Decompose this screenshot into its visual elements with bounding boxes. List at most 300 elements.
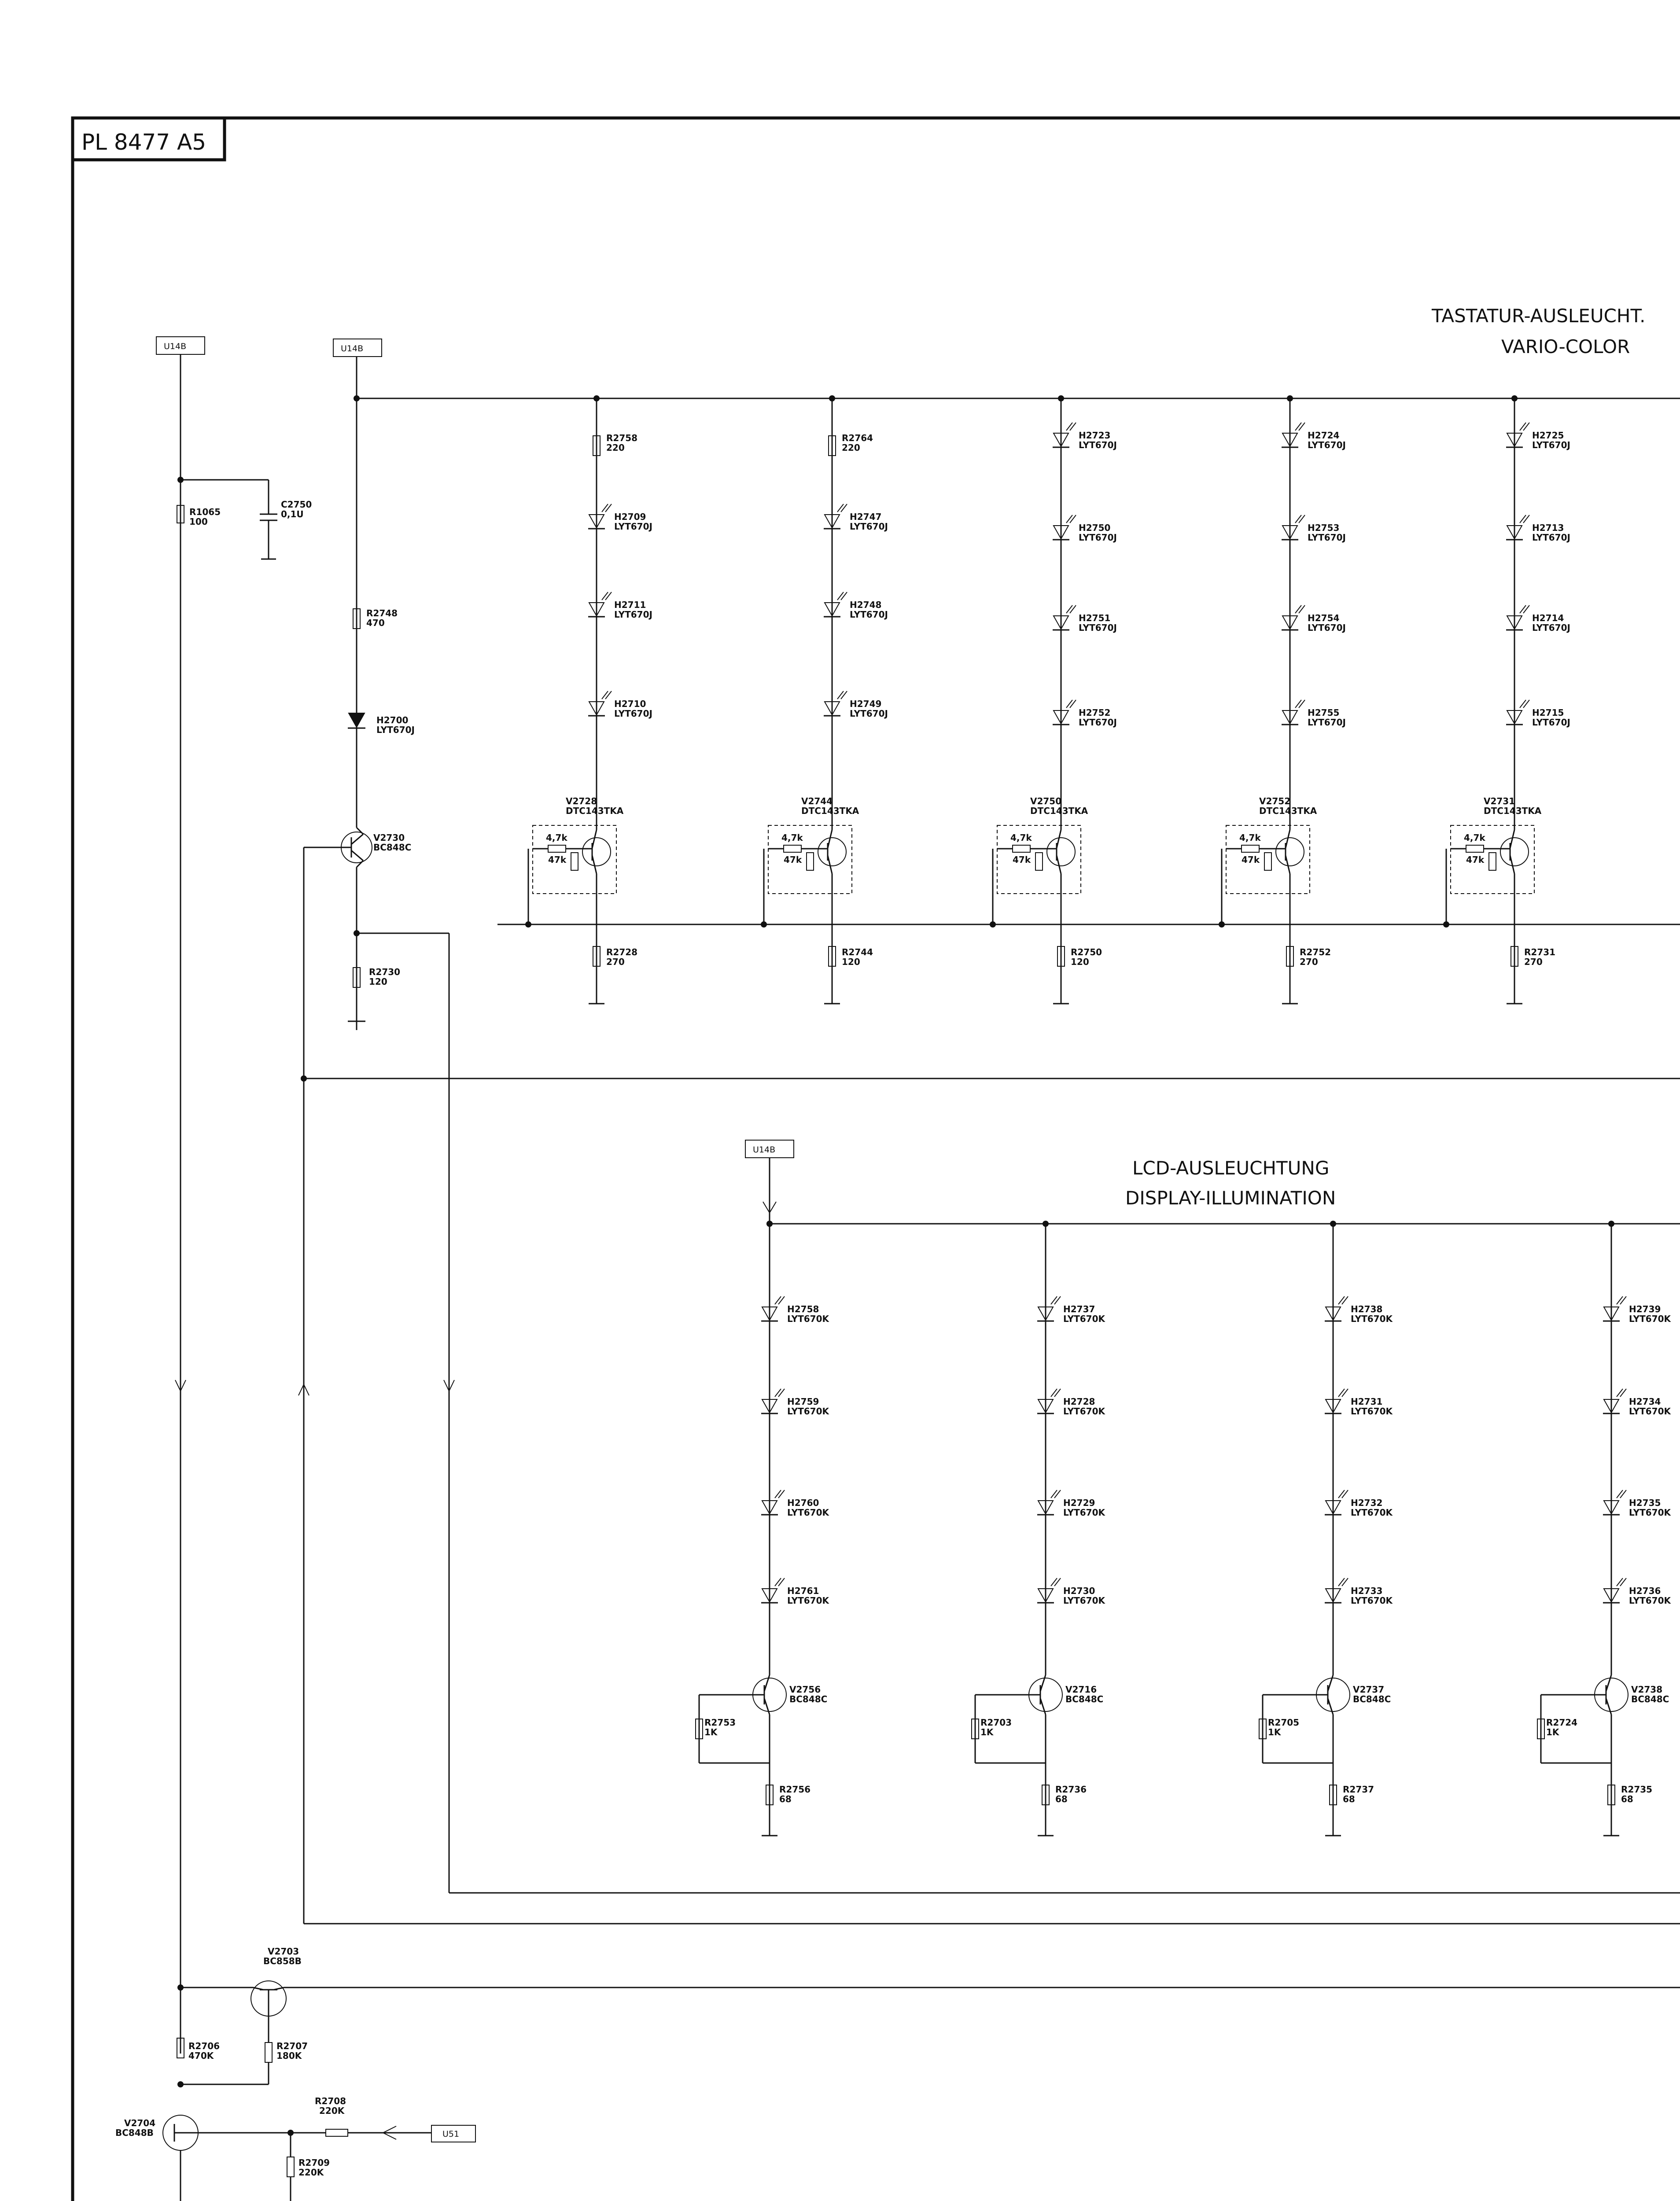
emitter-resistor-label-ref: R2756 xyxy=(779,1784,811,1795)
led-1-ref: H2737 xyxy=(1063,1304,1095,1314)
led-4 xyxy=(761,1578,830,1606)
svg-text:V2704: V2704 xyxy=(124,2118,156,2128)
led-3-ref: H2710 xyxy=(614,699,646,709)
svg-text:220K: 220K xyxy=(319,2105,345,2116)
led-4-light-arrows xyxy=(1338,1578,1348,1586)
sheet-id: PL 8477 A5 xyxy=(81,129,206,155)
led-3-val: LYT670K xyxy=(1351,1507,1393,1518)
control-junction xyxy=(525,921,531,928)
led-3-light-arrows xyxy=(602,691,612,699)
r-internal-1: 4,7k xyxy=(546,832,567,843)
v2704-label xyxy=(115,2118,155,2138)
led-2-ref: H2734 xyxy=(1629,1396,1661,1407)
led-1-light-arrows xyxy=(837,504,847,512)
svg-text:U14B: U14B xyxy=(164,342,187,351)
keyboard-column-1 xyxy=(525,395,652,1004)
led-4-val: LYT670K xyxy=(787,1595,829,1606)
base-resistor-label-val: 1K xyxy=(704,1727,718,1737)
rail-junction xyxy=(1058,395,1064,401)
led-3-light-arrows xyxy=(1520,605,1529,613)
svg-text:120: 120 xyxy=(369,976,387,987)
led-4-val: LYT670J xyxy=(1532,717,1570,728)
transistor-emitter xyxy=(1040,1698,1046,1715)
transistor-label-ref: V2716 xyxy=(1065,1684,1097,1695)
rail-junction xyxy=(1511,395,1518,401)
base-resistor xyxy=(1013,845,1030,852)
control-wiring xyxy=(163,1981,1680,2201)
transistor-label-val: BC848C xyxy=(1631,1694,1669,1704)
transistor-label-ref: V2744 xyxy=(801,796,833,806)
transistor-emitter xyxy=(828,855,832,874)
transistor-label-val: DTC143TKA xyxy=(1259,806,1317,816)
led-2 xyxy=(1603,1389,1672,1417)
keyboard-led-columns xyxy=(525,395,1570,1004)
keyboard-column-3 xyxy=(990,395,1117,1004)
led-3-light-arrows xyxy=(1066,605,1076,613)
emitter-resistor-label-ref: R2736 xyxy=(1055,1784,1087,1795)
r-internal-1: 4,7k xyxy=(781,832,803,843)
supply-tag-2 xyxy=(333,339,382,357)
svg-text:R2730: R2730 xyxy=(369,967,401,977)
led-3 xyxy=(824,691,888,719)
led-2-val: LYT670J xyxy=(1532,532,1570,543)
led-1-val: LYT670K xyxy=(1063,1314,1105,1324)
led-1-light-arrows xyxy=(1051,1296,1061,1304)
led-3 xyxy=(1053,605,1117,633)
transistor-package xyxy=(533,825,616,894)
led-1-light-arrows xyxy=(1338,1296,1348,1304)
lcd-column-3 xyxy=(1259,1221,1393,1836)
svg-text:H2700: H2700 xyxy=(376,715,409,725)
led-2-light-arrows xyxy=(837,592,847,600)
transistor-collector xyxy=(1606,1675,1611,1691)
led-1-light-arrows xyxy=(1295,423,1305,431)
led-1-val: LYT670J xyxy=(1308,440,1346,450)
r2709-label xyxy=(298,2157,330,2178)
transistor-label-val: BC848C xyxy=(1065,1694,1104,1704)
v2730-label xyxy=(373,832,411,853)
series-resistor-label-ref: R2764 xyxy=(842,433,873,443)
svg-text:R1065: R1065 xyxy=(189,507,221,517)
svg-text:BC848B: BC848B xyxy=(115,2127,154,2138)
transistor-label-ref: V2750 xyxy=(1030,796,1062,806)
led-4-ref: H2733 xyxy=(1351,1586,1383,1596)
led-3 xyxy=(1506,605,1570,633)
svg-text:100: 100 xyxy=(189,516,208,527)
base-resistor-label-ref: R2753 xyxy=(704,1717,736,1728)
svg-text:LYT670J: LYT670J xyxy=(376,725,415,735)
led-3-val: LYT670K xyxy=(1629,1507,1671,1518)
led-1-val: LYT670J xyxy=(850,521,888,532)
led-2 xyxy=(1037,1389,1106,1417)
supply-tag-1 xyxy=(156,337,205,354)
led-3-ref: H2751 xyxy=(1079,613,1111,623)
led-2-light-arrows xyxy=(1520,515,1529,523)
series-resistor-label-val: 220 xyxy=(842,442,860,453)
sheet-id-box xyxy=(73,118,225,160)
led-1 xyxy=(824,504,888,532)
transistor-collector xyxy=(1040,1675,1046,1691)
led-4 xyxy=(1603,1578,1672,1606)
transistor-label-val: DTC143TKA xyxy=(1484,806,1542,816)
svg-text:BC858B: BC858B xyxy=(263,1956,302,1966)
transistor-collector xyxy=(1510,830,1514,848)
led-3-light-arrows xyxy=(837,691,847,699)
led-2-val: LYT670J xyxy=(850,609,888,620)
led-3 xyxy=(1603,1490,1672,1518)
led-1-light-arrows xyxy=(1617,1296,1626,1304)
led-1-ref: H2723 xyxy=(1079,430,1111,441)
transistor-label-ref: V2756 xyxy=(789,1684,821,1695)
led-2-light-arrows xyxy=(775,1389,785,1397)
base-resistor-label-val: 1K xyxy=(1268,1727,1281,1737)
led-1-ref: H2725 xyxy=(1532,430,1564,441)
base-resistor-label-val: 1K xyxy=(1546,1727,1559,1737)
emitter-resistor-label-val: 120 xyxy=(1071,957,1089,967)
led-1-val: LYT670K xyxy=(787,1314,829,1324)
svg-text:470: 470 xyxy=(366,618,385,628)
base-resistor-label-val: 1K xyxy=(980,1727,994,1737)
r-internal-2: 47k xyxy=(548,854,567,865)
supply-tag-3 xyxy=(745,1140,794,1158)
svg-text:R2708: R2708 xyxy=(315,2096,346,2106)
svg-text:0,1U: 0,1U xyxy=(281,509,304,519)
transistor-label-val: BC848C xyxy=(789,1694,828,1704)
led-3-ref: H2749 xyxy=(850,699,882,709)
r-internal-1: 4,7k xyxy=(1010,832,1032,843)
svg-text:R2709: R2709 xyxy=(298,2157,330,2168)
led-3-light-arrows xyxy=(1338,1490,1348,1498)
led-3-ref: H2732 xyxy=(1351,1498,1383,1508)
led-2-ref: H2728 xyxy=(1063,1396,1095,1407)
led-2 xyxy=(1325,1389,1393,1417)
base-resistor-label-ref: R2705 xyxy=(1268,1717,1300,1728)
led-3-ref: H2729 xyxy=(1063,1498,1095,1508)
base-resistor xyxy=(1466,845,1484,852)
transistor-emitter xyxy=(764,1698,770,1715)
bias-resistor xyxy=(807,853,814,870)
control-junction xyxy=(1443,921,1449,928)
svg-text:R2707: R2707 xyxy=(276,2041,308,2051)
led-2-light-arrows xyxy=(1338,1389,1348,1397)
bias-resistor xyxy=(1489,853,1496,870)
led-3-light-arrows xyxy=(775,1490,785,1498)
led-2-ref: H2713 xyxy=(1532,523,1564,533)
transistor-symbol xyxy=(1047,838,1075,866)
led-4-ref: H2755 xyxy=(1308,707,1340,718)
base-resistor xyxy=(1242,845,1259,852)
transistor-symbol xyxy=(1276,838,1304,866)
lcd-title-line2: DISPLAY-ILLUMINATION xyxy=(1125,1187,1336,1209)
led-2-val: LYT670J xyxy=(614,609,652,620)
led-1 xyxy=(761,1296,830,1324)
transistor-emitter xyxy=(1286,855,1290,874)
transistor-package xyxy=(997,825,1081,894)
r-internal-1: 4,7k xyxy=(1239,832,1261,843)
led-2 xyxy=(1282,515,1346,543)
led-1-light-arrows xyxy=(1520,423,1529,431)
led-1-light-arrows xyxy=(1066,423,1076,431)
led-3-light-arrows xyxy=(1295,605,1305,613)
led-2-ref: H2731 xyxy=(1351,1396,1383,1407)
led-1-light-arrows xyxy=(775,1296,785,1304)
emitter-resistor-label-val: 270 xyxy=(606,957,625,967)
transistor-emitter xyxy=(1328,1698,1333,1715)
led-4-ref: H2752 xyxy=(1079,707,1111,718)
led-4 xyxy=(1282,700,1346,728)
led-2-ref: H2753 xyxy=(1308,523,1340,533)
lcd-column-2 xyxy=(972,1221,1106,1836)
led-3-val: LYT670J xyxy=(614,708,652,719)
led-1-val: LYT670K xyxy=(1351,1314,1393,1324)
transistor-label-ref: V2728 xyxy=(566,796,597,806)
led-4-ref: H2730 xyxy=(1063,1586,1095,1596)
led-2-ref: H2748 xyxy=(850,600,882,610)
r-internal-2: 47k xyxy=(1013,854,1031,865)
rail-junction xyxy=(1330,1221,1336,1227)
led-1-val: LYT670J xyxy=(1079,440,1117,450)
led-3-val: LYT670K xyxy=(787,1507,829,1518)
led-1-val: LYT670J xyxy=(1532,440,1570,450)
led-4-light-arrows xyxy=(1617,1578,1626,1586)
keyboard-title-line1: TASTATUR-AUSLEUCHT. xyxy=(1432,305,1646,327)
led-4-ref: H2736 xyxy=(1629,1586,1661,1596)
transistor-collector xyxy=(1328,1675,1333,1691)
transistor-collector xyxy=(764,1675,770,1691)
led-3-val: LYT670J xyxy=(1308,622,1346,633)
svg-text:U14B: U14B xyxy=(753,1145,776,1155)
r1065-label xyxy=(189,507,221,527)
led-3-ref: H2735 xyxy=(1629,1498,1661,1508)
led-1 xyxy=(1603,1296,1672,1324)
transistor-emitter xyxy=(1606,1698,1611,1715)
led-1 xyxy=(1282,423,1346,450)
svg-text:C2750: C2750 xyxy=(281,499,312,510)
keyboard-title-line2: VARIO-COLOR xyxy=(1501,336,1630,357)
keyboard-column-5 xyxy=(1443,395,1570,1004)
led-4-val: LYT670K xyxy=(1351,1595,1393,1606)
led-2-val: LYT670J xyxy=(1079,532,1117,543)
transistor-emitter xyxy=(1057,855,1061,874)
r-internal-2: 47k xyxy=(1242,854,1260,865)
keyboard-column-2 xyxy=(761,395,888,1004)
h2700-label xyxy=(376,715,415,735)
series-resistor-label-val: 220 xyxy=(606,442,625,453)
emitter-resistor-label-val: 68 xyxy=(1055,1794,1068,1804)
led-2-light-arrows xyxy=(1051,1389,1061,1397)
transistor-collector xyxy=(828,830,832,848)
led-2-val: LYT670K xyxy=(787,1406,829,1417)
bias-resistor xyxy=(1035,853,1043,870)
led-2 xyxy=(761,1389,830,1417)
r-internal-1: 4,7k xyxy=(1464,832,1485,843)
sheet-frame xyxy=(73,118,1680,2201)
led-4-val: LYT670K xyxy=(1629,1595,1671,1606)
transistor-collector xyxy=(592,830,597,848)
keyboard-driver-wiring xyxy=(298,357,1680,1924)
svg-text:R2748: R2748 xyxy=(366,608,398,618)
bias-resistor xyxy=(1264,853,1271,870)
led-2-light-arrows xyxy=(602,592,612,600)
led-4-ref: H2715 xyxy=(1532,707,1564,718)
transistor-symbol xyxy=(1500,838,1529,866)
led-2-val: LYT670K xyxy=(1063,1406,1105,1417)
svg-text:V2730: V2730 xyxy=(373,832,405,843)
led-3 xyxy=(588,691,652,719)
transistor-label-ref: V2738 xyxy=(1631,1684,1663,1695)
lcd-column-4 xyxy=(1537,1221,1672,1836)
led-4-light-arrows xyxy=(1051,1578,1061,1586)
emitter-resistor-label-ref: R2750 xyxy=(1071,947,1102,957)
rail-junction xyxy=(593,395,600,401)
led-2 xyxy=(1506,515,1570,543)
led-3-light-arrows xyxy=(1051,1490,1061,1498)
led-3-ref: H2714 xyxy=(1532,613,1564,623)
led-2-val: LYT670K xyxy=(1351,1406,1393,1417)
led-3-val: LYT670K xyxy=(1063,1507,1105,1518)
led-2 xyxy=(1053,515,1117,543)
transistor-package xyxy=(768,825,852,894)
led-4-light-arrows xyxy=(775,1578,785,1586)
transistor-package xyxy=(1451,825,1534,894)
base-resistor-label-ref: R2724 xyxy=(1546,1717,1578,1728)
r2707-label xyxy=(276,2041,308,2061)
svg-text:U14B: U14B xyxy=(341,344,364,353)
led-4 xyxy=(1325,1578,1393,1606)
r-internal-2: 47k xyxy=(1466,854,1485,865)
led-3-val: LYT670J xyxy=(850,708,888,719)
svg-text:220K: 220K xyxy=(298,2167,324,2178)
led-3 xyxy=(1282,605,1346,633)
transistor-label-ref: V2752 xyxy=(1259,796,1291,806)
led-1 xyxy=(1053,423,1117,450)
svg-text:V2703: V2703 xyxy=(268,1946,299,1957)
led-2-light-arrows xyxy=(1066,515,1076,523)
svg-text:R2706: R2706 xyxy=(188,2041,220,2051)
led-1-ref: H2747 xyxy=(850,512,882,522)
transistor-symbol xyxy=(818,838,846,866)
led-4 xyxy=(1053,700,1117,728)
led-1 xyxy=(1325,1296,1393,1324)
series-resistor-label-ref: R2758 xyxy=(606,433,638,443)
transistor-label-val: DTC143TKA xyxy=(566,806,624,816)
led-1-ref: H2739 xyxy=(1629,1304,1661,1314)
led-3-ref: H2760 xyxy=(787,1498,819,1508)
r2748-label xyxy=(366,608,398,628)
control-junction xyxy=(1219,921,1225,928)
led-3 xyxy=(761,1490,830,1518)
led-2-ref: H2711 xyxy=(614,600,646,610)
led-1 xyxy=(588,504,652,532)
led-1-ref: H2724 xyxy=(1308,430,1340,441)
led-1-val: LYT670J xyxy=(614,521,652,532)
emitter-resistor-label-ref: R2744 xyxy=(842,947,873,957)
rail-junction xyxy=(1608,1221,1614,1227)
led-3 xyxy=(1037,1490,1106,1518)
left-supply-wiring xyxy=(175,354,277,2054)
emitter-resistor-label-val: 68 xyxy=(779,1794,792,1804)
svg-text:BC848C: BC848C xyxy=(373,842,412,853)
led-4-light-arrows xyxy=(1295,700,1305,708)
led-4-val: LYT670K xyxy=(1063,1595,1105,1606)
rail-junction xyxy=(1287,395,1293,401)
transistor-symbol xyxy=(582,838,611,866)
led-1-ref: H2709 xyxy=(614,512,646,522)
svg-text:470K: 470K xyxy=(188,2050,214,2061)
led-4-val: LYT670J xyxy=(1308,717,1346,728)
emitter-resistor-label-val: 68 xyxy=(1621,1794,1633,1804)
led-1 xyxy=(1506,423,1570,450)
transistor-label-val: DTC143TKA xyxy=(1030,806,1088,816)
led-1-ref: H2758 xyxy=(787,1304,819,1314)
emitter-resistor-label-ref: R2735 xyxy=(1621,1784,1653,1795)
transistor-package xyxy=(1226,825,1310,894)
svg-text:180K: 180K xyxy=(276,2050,302,2061)
r2730-label xyxy=(369,967,400,987)
base-resistor xyxy=(784,845,801,852)
led-2-ref: H2759 xyxy=(787,1396,819,1407)
transistor-label-ref: V2737 xyxy=(1353,1684,1385,1695)
emitter-resistor-label-ref: R2737 xyxy=(1343,1784,1374,1795)
transistor-emitter xyxy=(1510,855,1514,874)
led-2-light-arrows xyxy=(1295,515,1305,523)
emitter-resistor-label-ref: R2728 xyxy=(606,947,638,957)
rail-junction xyxy=(829,395,835,401)
emitter-resistor-label-val: 68 xyxy=(1343,1794,1355,1804)
transistor-label-val: DTC143TKA xyxy=(801,806,859,816)
control-junction xyxy=(761,921,767,928)
led-4-ref: H2761 xyxy=(787,1586,819,1596)
transistor-label-val: BC848C xyxy=(1353,1694,1391,1704)
led-2 xyxy=(824,592,888,620)
led-4 xyxy=(1037,1578,1106,1606)
emitter-resistor-label-ref: R2731 xyxy=(1524,947,1556,957)
rail-junction xyxy=(1043,1221,1049,1227)
r2706-label xyxy=(188,2041,220,2061)
emitter-resistor-label-val: 120 xyxy=(842,957,860,967)
led-4-light-arrows xyxy=(1066,700,1076,708)
led-1 xyxy=(1037,1296,1106,1324)
emitter-resistor-label-ref: R2752 xyxy=(1300,947,1331,957)
led-2-ref: H2750 xyxy=(1079,523,1111,533)
r-internal-2: 47k xyxy=(784,854,802,865)
led-2 xyxy=(588,592,652,620)
input-tag: U51 xyxy=(442,2129,460,2139)
transistor-emitter xyxy=(592,855,597,874)
led-3-ref: H2754 xyxy=(1308,613,1340,623)
led-2-light-arrows xyxy=(1617,1389,1626,1397)
led-1-ref: H2738 xyxy=(1351,1304,1383,1314)
transistor-collector xyxy=(1057,830,1061,848)
base-resistor xyxy=(548,845,566,852)
led-2-val: LYT670J xyxy=(1308,532,1346,543)
v2703-label xyxy=(263,1946,302,1966)
led-3-val: LYT670J xyxy=(1079,622,1117,633)
lcd-title-line1: LCD-AUSLEUCHTUNG xyxy=(1132,1157,1330,1179)
c2750-label xyxy=(281,499,312,519)
base-resistor-label-ref: R2703 xyxy=(980,1717,1012,1728)
transistor-label-ref: V2731 xyxy=(1484,796,1515,806)
led-3-light-arrows xyxy=(1617,1490,1626,1498)
rail-junction xyxy=(766,1221,773,1227)
lcd-column-1 xyxy=(696,1221,830,1836)
led-1-val: LYT670K xyxy=(1629,1314,1671,1324)
emitter-resistor-label-val: 270 xyxy=(1524,957,1543,967)
r2708-label xyxy=(315,2096,346,2116)
control-junction xyxy=(990,921,996,928)
led-4-val: LYT670J xyxy=(1079,717,1117,728)
led-2-val: LYT670K xyxy=(1629,1406,1671,1417)
